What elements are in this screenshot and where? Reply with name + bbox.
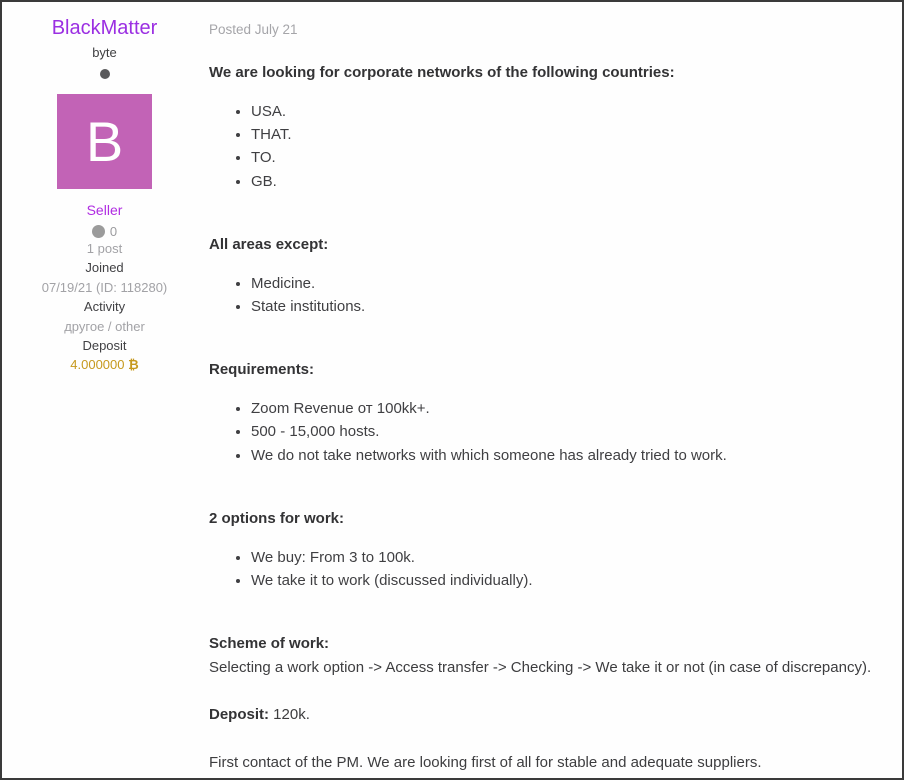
scheme-body-text: Selecting a work option -> Access transfer -> Checking -> We take it or not (in case of discrepancy). bbox=[209, 658, 872, 676]
deposit-paragraph-label: Deposit: bbox=[209, 706, 269, 724]
list-item: • We buy: From 3 to 100k. bbox=[251, 546, 872, 569]
user-group-label: byte bbox=[92, 45, 117, 60]
deposit-label: Deposit bbox=[82, 338, 127, 354]
list-item: • 500 - 15,000 hosts. bbox=[251, 420, 872, 443]
list-item: • Zoom Revenue от 100kk+. bbox=[251, 397, 872, 420]
joined-value: 07/19/21 (ID: 118280) bbox=[41, 279, 168, 295]
areas-except-list bbox=[209, 272, 872, 319]
section-heading-requirements: Requirements: bbox=[209, 361, 315, 379]
section-heading-options: 2 options for work: bbox=[209, 510, 344, 528]
list-item: • We take it to work (discussed individually). bbox=[251, 569, 872, 592]
section-heading-scheme: Scheme of work: bbox=[209, 635, 330, 653]
countries-list bbox=[209, 100, 872, 194]
list-item: • THAT. bbox=[251, 123, 872, 146]
list-item: • Medicine. bbox=[251, 272, 872, 295]
username-link[interactable]: BlackMatter bbox=[51, 17, 158, 39]
bitcoin-icon: ₿ bbox=[128, 357, 139, 373]
deposit-paragraph-value: 120k. bbox=[273, 706, 310, 724]
author-sidebar bbox=[2, 2, 207, 778]
requirements-list bbox=[209, 397, 872, 467]
list-item: • TO. bbox=[251, 146, 872, 169]
deposit-amount: 4.000000 bbox=[70, 357, 125, 373]
deposit-value-row bbox=[2, 355, 207, 374]
section-heading-areas-except: All areas except: bbox=[209, 236, 329, 254]
closing-paragraph: First contact of the PM. We are looking first of all for stable and adequate suppliers. bbox=[209, 753, 762, 771]
activity-value: другое / other bbox=[64, 318, 145, 334]
activity-label: Activity bbox=[83, 299, 126, 315]
deposit-paragraph bbox=[209, 703, 872, 727]
options-list bbox=[209, 546, 872, 593]
list-item: • State institutions. bbox=[251, 295, 872, 318]
list-item: • We do not take networks with which someone has already tried to work. bbox=[251, 444, 872, 467]
list-item: • GB. bbox=[251, 170, 872, 193]
list-item: • USA. bbox=[251, 100, 872, 123]
reputation-row bbox=[2, 224, 207, 239]
joined-label: Joined bbox=[85, 260, 124, 276]
avatar[interactable]: B bbox=[57, 94, 152, 189]
post-count: 1 post bbox=[86, 241, 123, 256]
posted-date-link[interactable]: Posted July 21 bbox=[209, 22, 298, 37]
reputation-circle-icon bbox=[92, 225, 105, 238]
reputation-count: 0 bbox=[109, 224, 118, 239]
section-heading-countries: We are looking for corporate networks of the following countries: bbox=[209, 64, 675, 81]
status-dot-icon bbox=[100, 69, 110, 79]
role-badge: Seller bbox=[86, 202, 123, 218]
post-body bbox=[207, 2, 902, 778]
